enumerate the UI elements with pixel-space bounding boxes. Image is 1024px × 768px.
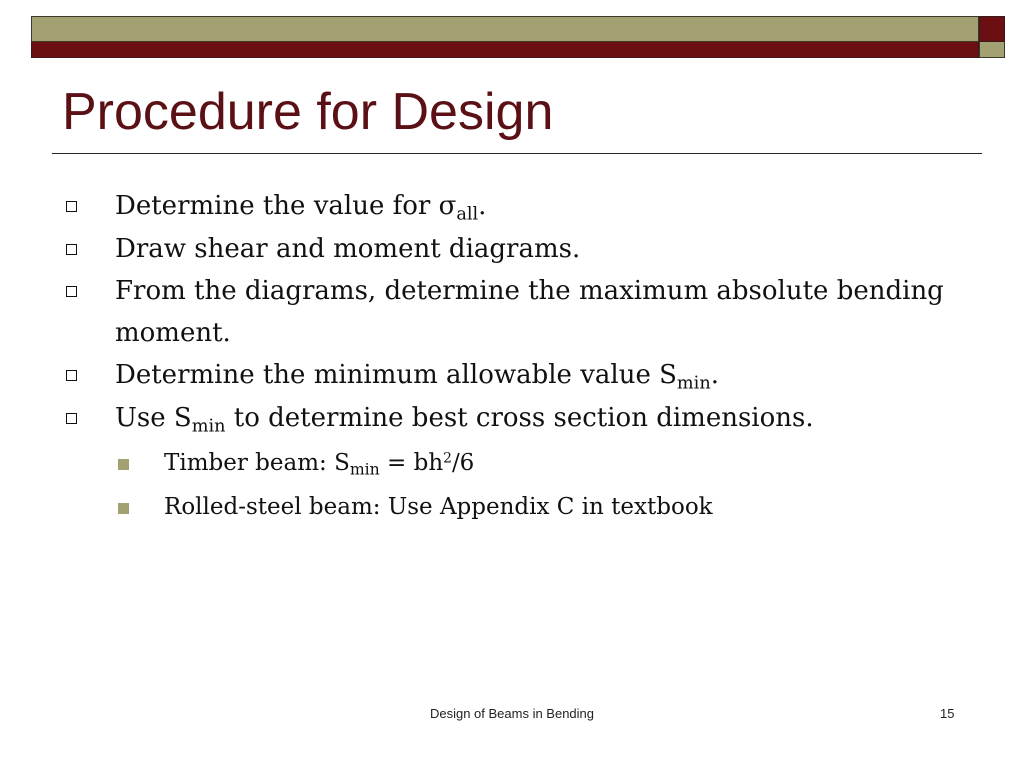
bullet-text: Determine the minimum allowable value S [115,360,677,391]
bullet-text-end: . [478,191,487,221]
slide-footer: Design of Beams in Bending [429,706,595,721]
page-number: 15 [940,706,955,721]
sub-bullet-text-end: /6 [451,449,475,476]
slide-title: Procedure for Design [62,83,554,141]
bullet-text: Draw shear and moment diagrams. [115,233,581,264]
sub-bullet-item [62,441,962,486]
filled-square-bullet-icon [118,459,129,470]
sub-bullet-text-mid: = bh [379,449,444,476]
bullet-item [62,271,962,354]
subscript: min [349,459,380,479]
bullet-text-end: to determine best cross section dimensions. [225,402,814,433]
superscript: 2 [443,449,452,466]
sub-bullet-text: Timber beam: S [164,449,350,476]
filled-square-bullet-icon [118,503,129,514]
bullet-item [62,398,962,440]
bullet-item [62,355,962,397]
header-band-maroon [31,42,979,58]
bullet-list [62,186,962,530]
header-band-olive [31,16,979,42]
header-corner-maroon [979,16,1005,42]
header-corner-olive [979,42,1005,58]
subscript: min [676,373,711,394]
hollow-square-bullet-icon [66,286,77,297]
bullet-text: From the diagrams, determine the maximum absolute bending moment. [115,276,944,348]
sub-bullet-item [62,485,962,530]
bullet-item [62,229,962,271]
bullet-item [62,186,962,228]
sub-bullet-text: Rolled-steel beam: Use Appendix C in textbook [164,494,713,521]
hollow-square-bullet-icon [66,370,77,381]
subscript: all [456,204,479,225]
bullet-text: Use S [115,402,192,433]
bullet-text: Determine the value for σ [115,191,457,221]
hollow-square-bullet-icon [66,244,77,255]
hollow-square-bullet-icon [66,413,77,424]
subscript: min [191,416,226,437]
bullet-text-end: . [710,360,719,391]
title-divider [52,153,982,154]
hollow-square-bullet-icon [66,201,77,212]
